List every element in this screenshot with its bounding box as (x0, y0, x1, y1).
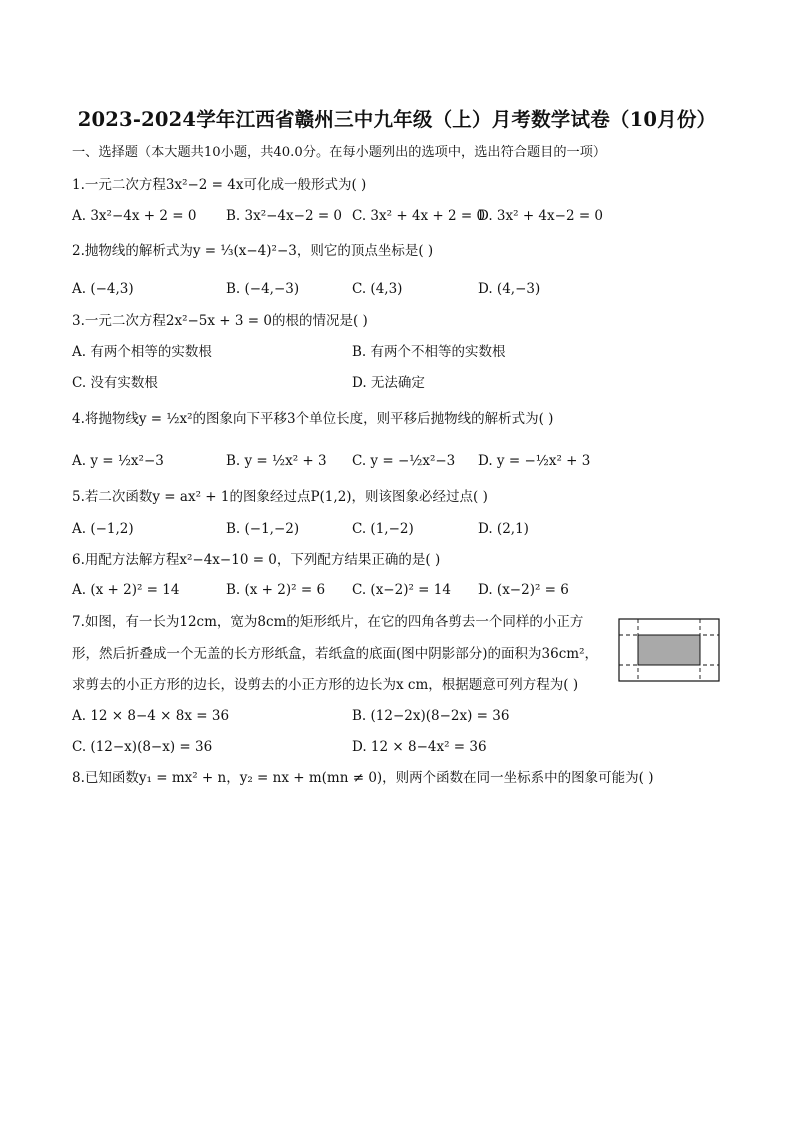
question-7-stem-line-3: 求剪去的小正方形的边长，设剪去的小正方形的边长为x cm，根据题意可列方程为( ) (72, 677, 579, 693)
question-1-option-c: C. 3x² + 4x + 2 = 0 (352, 208, 486, 224)
exam-title: 2023-2024学年江西省赣州三中九年级（上）月考数学试卷（10月份） (77, 108, 717, 131)
question-6-stem: 6.用配方法解方程x²−4x−10 = 0，下列配方结果正确的是( ) (72, 552, 441, 568)
question-6-option-d: D. (x−2)² = 6 (478, 582, 569, 598)
question-6-option-a: A. (x + 2)² = 14 (72, 582, 180, 598)
question-3-option-a: A. 有两个相等的实数根 (72, 344, 212, 360)
question-2-option-d: D. (4,−3) (478, 281, 541, 297)
question-1-option-d: D. 3x² + 4x−2 = 0 (478, 208, 604, 224)
question-7-option-c: C. (12−x)(8−x) = 36 (72, 739, 213, 755)
question-2-option-a: A. (−4,3) (72, 281, 134, 297)
question-5-option-d: D. (2,1) (478, 521, 529, 537)
box-bottom-shaded (638, 635, 700, 665)
question-7-stem-line-2: 形，然后折叠成一个无盖的长方形纸盒，若纸盒的底面(图中阴影部分)的面积为36cm²， (72, 646, 598, 662)
question-7-option-b: B. (12−2x)(8−2x) = 36 (352, 708, 510, 724)
question-1-stem: 1.一元二次方程3x²−2 = 4x可化成一般形式为( ) (72, 177, 367, 193)
question-2-option-c: C. (4,3) (352, 281, 403, 297)
question-7-option-d: D. 12 × 8−4x² = 36 (352, 739, 487, 755)
question-7-option-a: A. 12 × 8−4 × 8x = 36 (72, 708, 230, 724)
question-4-option-b: B. y = ½x² + 3 (226, 453, 327, 469)
question-5-option-a: A. (−1,2) (72, 521, 134, 537)
question-3-stem: 3.一元二次方程2x²−5x + 3 = 0的根的情况是( ) (72, 313, 368, 329)
question-1-option-a: A. 3x²−4x + 2 = 0 (72, 208, 197, 224)
question-2-option-b: B. (−4,−3) (226, 281, 300, 297)
question-3-option-b: B. 有两个不相等的实数根 (352, 344, 506, 360)
question-1-option-b: B. 3x²−4x−2 = 0 (226, 208, 343, 224)
question-4-option-d: D. y = −½x² + 3 (478, 453, 591, 469)
question-4-option-a: A. y = ½x²−3 (72, 453, 164, 469)
question-5-option-b: B. (−1,−2) (226, 521, 300, 537)
question-5-option-c: C. (1,−2) (352, 521, 414, 537)
rectangle-paper-figure (618, 618, 720, 682)
question-3-option-c: C. 没有实数根 (72, 375, 158, 391)
question-7-stem-line-1: 7.如图，有一长为12cm，宽为8cm的矩形纸片，在它的四角各剪去一个同样的小正方 (72, 614, 584, 630)
question-4-option-c: C. y = −½x²−3 (352, 453, 456, 469)
question-6-option-c: C. (x−2)² = 14 (352, 582, 451, 598)
section-heading: 一、选择题（本大题共10小题，共40.0分。在每小题列出的选项中，选出符合题目的一项） (72, 145, 607, 160)
question-6-option-b: B. (x + 2)² = 6 (226, 582, 326, 598)
question-5-stem: 5.若二次函数y = ax² + 1的图象经过点P(1,2)，则该图象必经过点( ) (72, 489, 488, 505)
question-3-option-d: D. 无法确定 (352, 375, 425, 391)
question-8-stem: 8.已知函数y₁ = mx² + n，y₂ = nx + m(mn ≠ 0)，则两个函数在同一坐标系中的图象可能为( ) (72, 770, 654, 786)
question-4-stem: 4.将抛物线y = ½x²的图象向下平移3个单位长度，则平移后抛物线的解析式为( ) (72, 411, 554, 427)
question-2-stem: 2.抛物线的解析式为y = ⅓(x−4)²−3，则它的顶点坐标是( ) (72, 243, 434, 259)
